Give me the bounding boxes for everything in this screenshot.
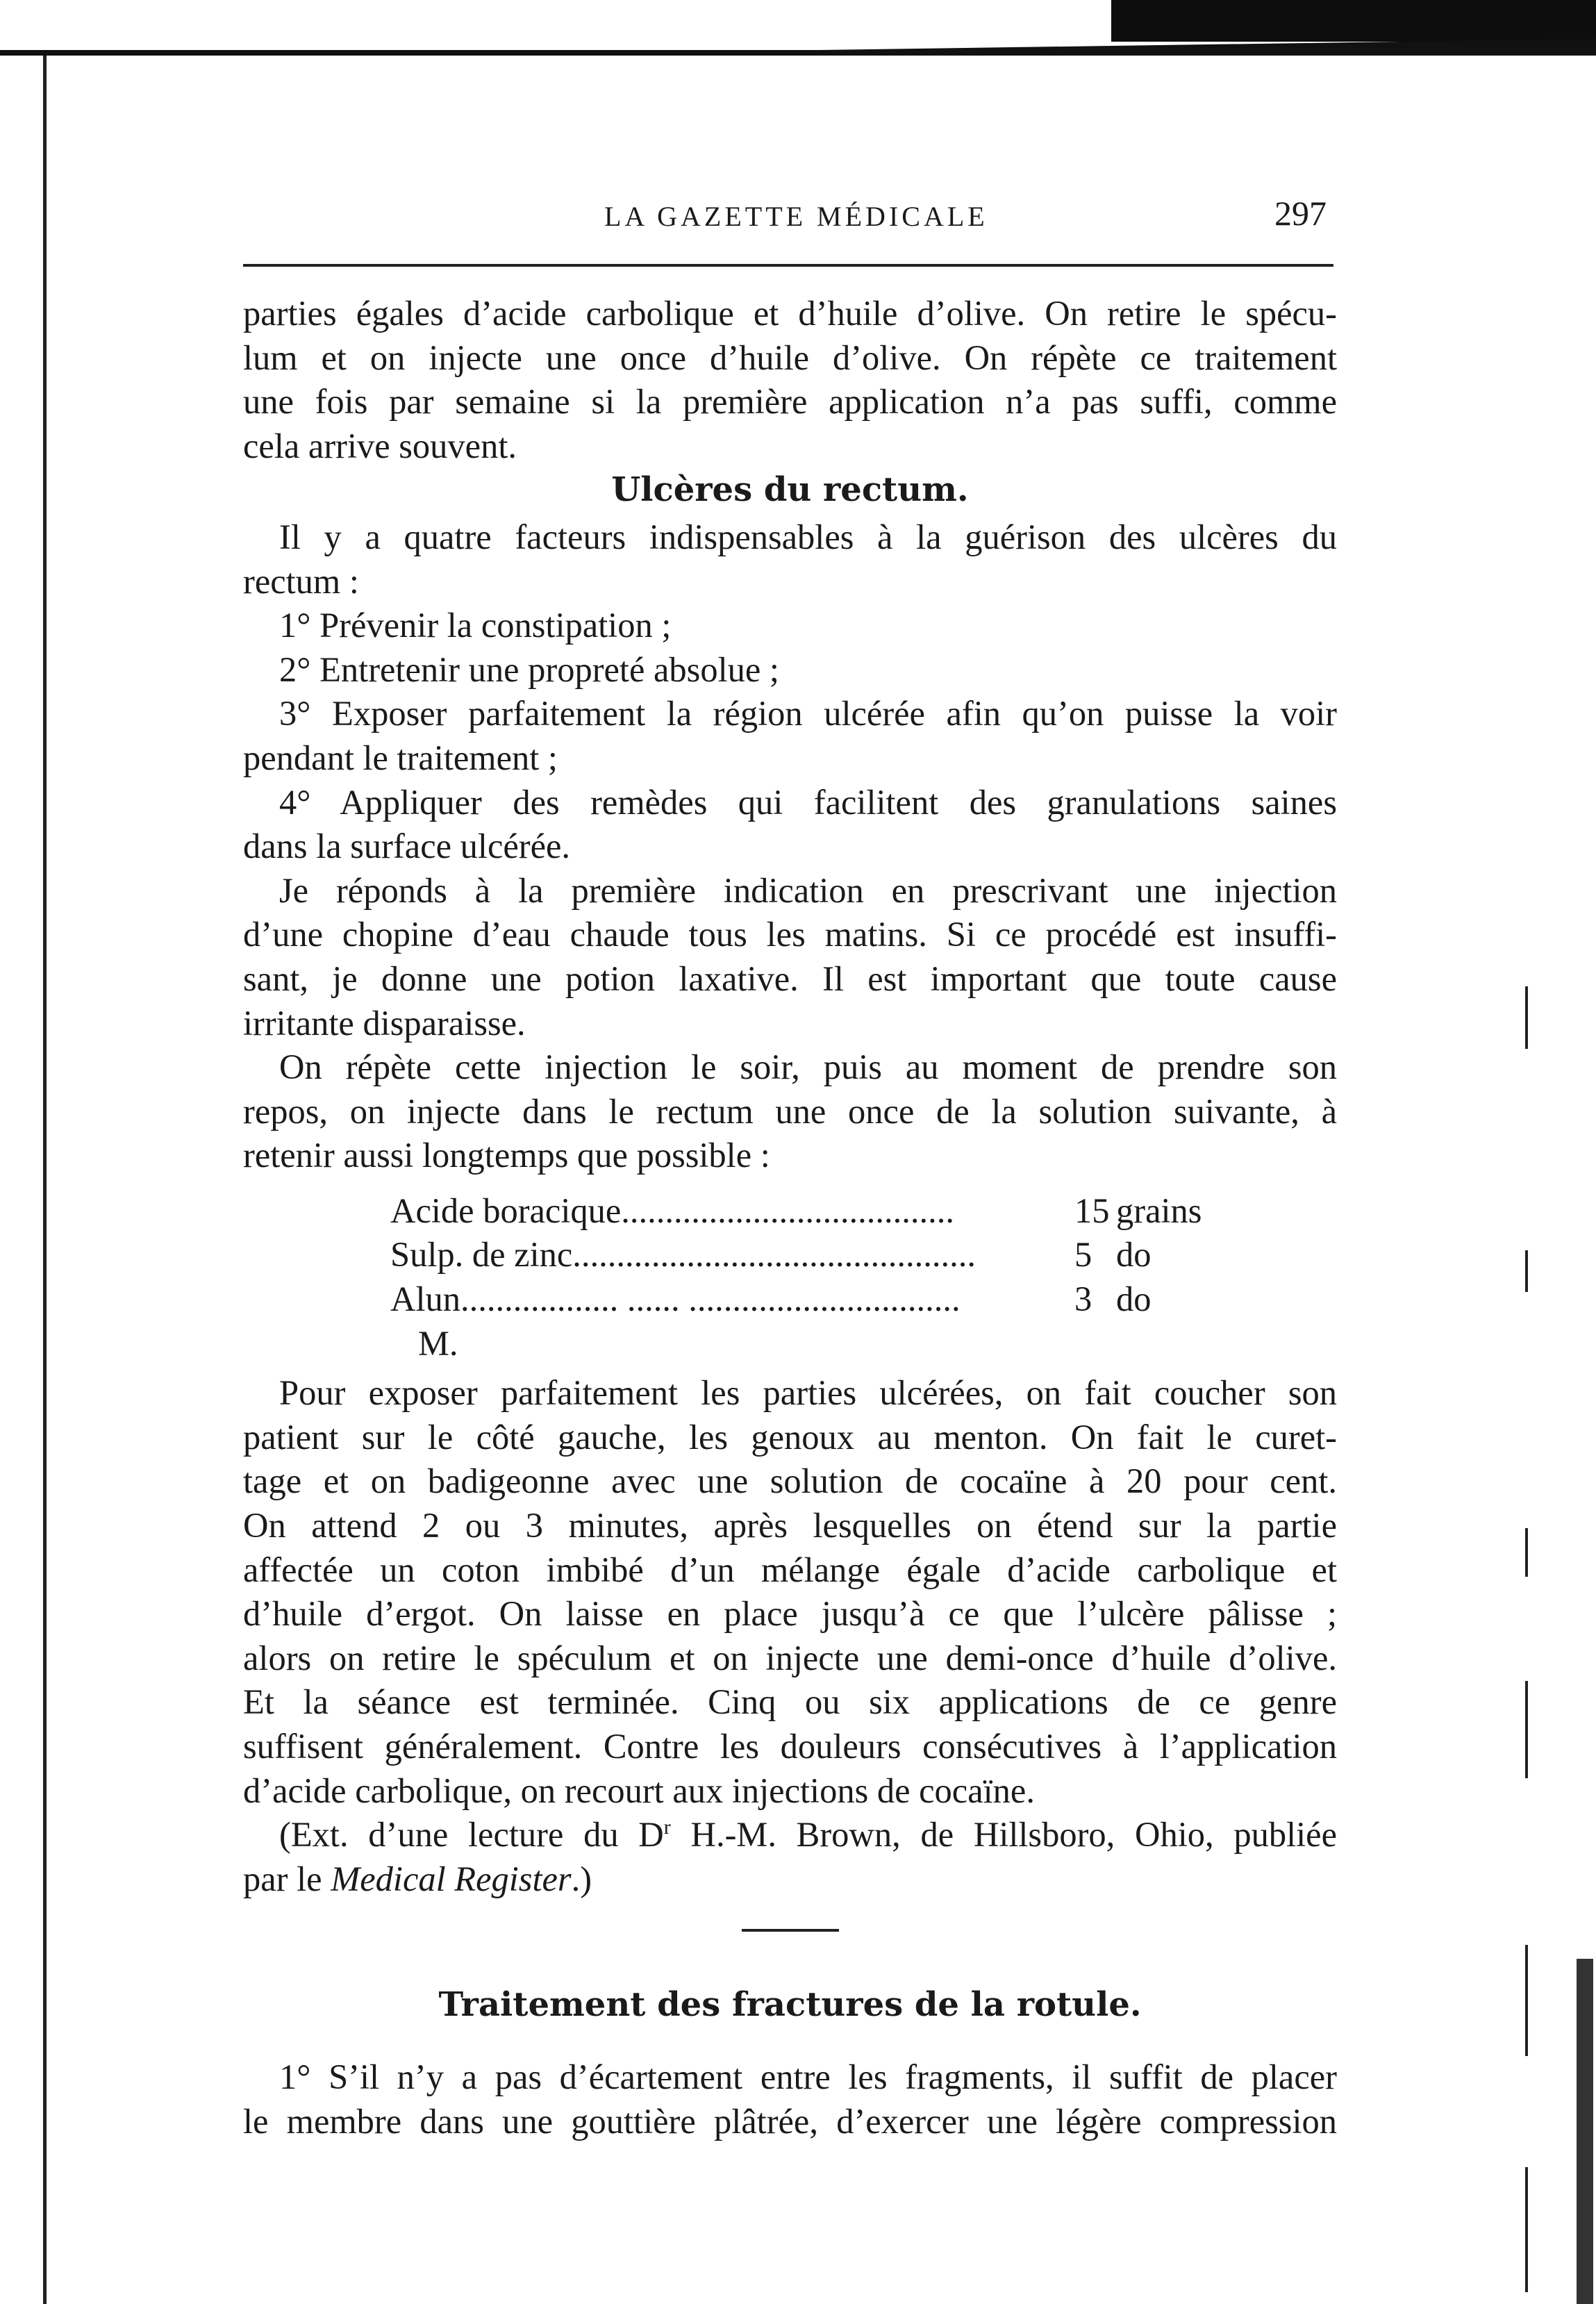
paragraph-injection (243, 1045, 1337, 1178)
text-line: d’acide carbolique, on recourt aux injections de cocaïne. (243, 1771, 1035, 1810)
list-item: 4° Appliquer des remèdes qui facilitent des granulations saines (279, 782, 1337, 822)
text-line: Il y a quatre facteurs indispensables à la guérison des ulcères du (279, 517, 1337, 556)
scan-border-line (0, 50, 1596, 56)
journal-name: Medical Register (331, 1859, 572, 1898)
prescription-mark-row (390, 1322, 1337, 1366)
text-line: affectée un coton imbibé d’un mélange égale d’acide carbolique et (243, 1550, 1337, 1589)
text-line: retenir aussi longtemps que possible : (243, 1136, 770, 1175)
text-line: On attend 2 ou 3 minutes, après lesquelles on étend sur la partie (243, 1506, 1337, 1545)
prescription-row (390, 1189, 1337, 1234)
scan-margin-mark (1525, 2167, 1528, 2292)
scan-margin-mark (1525, 1528, 1528, 1577)
section-divider (742, 1929, 839, 1932)
prescription (390, 1189, 1337, 1366)
source-citation (243, 1813, 1337, 1901)
text-line: On répète cette injection le soir, puis au moment de prendre son (279, 1047, 1337, 1087)
text-line: Je réponds à la première indication en prescrivant une injection (279, 870, 1337, 910)
text-line (243, 1857, 1337, 1902)
text-line: parties égales d’acide carbolique et d’huile d’olive. On retire le spécu- (243, 294, 1337, 333)
text-line: lum et on injecte une once d’huile d’olive. On répète ce traitement (243, 338, 1337, 377)
scan-left-border (43, 56, 47, 2304)
scan-border-dark-band (1111, 0, 1596, 42)
text-line: d’huile d’ergot. On laisse en place jusqu’à ce que l’ulcère pâlisse ; (243, 1594, 1337, 1634)
scan-edge-shadow (1577, 1959, 1593, 2304)
list-item-continuation: dans la surface ulcérée. (243, 827, 571, 866)
text-line: tage et on badigeonne avec une solution de cocaïne à 20 pour cent. (243, 1461, 1337, 1501)
ingredient-name: Sulp. de zinc.............................................. (390, 1235, 976, 1275)
scan-margin-mark (1525, 1250, 1528, 1292)
ingredient-unit: do (1116, 1235, 1152, 1275)
header-rule (243, 264, 1333, 267)
ingredient-qty: 5 (1074, 1235, 1092, 1275)
section-heading: Traitement des fractures de la rotule. (438, 1985, 1142, 2025)
prescription-row (390, 1233, 1337, 1277)
text-line: suffisent généralement. Contre les douleurs consécutives à l’application (243, 1727, 1337, 1766)
text-line: 1° S’il n’y a pas d’écartement entre les fragments, il suffit de placer (279, 2057, 1337, 2096)
ingredient-unit: do (1116, 1279, 1152, 1319)
citation-text: H.-M. Brown, de Hillsboro, Ohio, publiée (670, 1815, 1337, 1855)
text-line: une fois par semaine si la première application n’a pas suffi, comme (243, 382, 1337, 422)
page-number: 297 (1274, 194, 1327, 233)
section-heading: Ulcères du rectum. (611, 470, 969, 510)
text-line (243, 1813, 1337, 1857)
text-line: rectum : (243, 561, 359, 601)
scan-top-border (0, 0, 1596, 56)
text-line: Pour exposer parfaitement les parties ulcérées, on fait coucher son (279, 1373, 1337, 1413)
intro-paragraph (243, 292, 1337, 468)
citation-text: (Ext. d’une lecture du D (279, 1815, 664, 1855)
ingredient-unit: grains (1116, 1191, 1202, 1230)
text-line: cela arrive souvent. (243, 426, 517, 465)
paragraph-fractures (243, 2055, 1337, 2144)
list-item: 2° Entretenir une propreté absolue ; (279, 649, 779, 689)
running-header (243, 188, 1333, 236)
scan-margin-mark (1525, 986, 1528, 1049)
ingredient-qty: 3 (1074, 1279, 1092, 1319)
list-item: 1° Prévenir la constipation ; (279, 606, 672, 645)
prescription-mark: M. (418, 1323, 458, 1363)
text-line: alors on retire le spéculum et on injecte une demi-once d’huile d’olive. (243, 1638, 1337, 1677)
paragraph-indication (243, 869, 1337, 1045)
list-item-continuation: pendant le traitement ; (243, 738, 558, 777)
text-line: d’une chopine d’eau chaude tous les matins. Si ce procédé est insuffi- (243, 915, 1337, 954)
ingredient-name: Alun.................. ...... ............................... (390, 1279, 961, 1319)
text-line: sant, je donne une potion laxative. Il est important que toute cause (243, 959, 1337, 998)
factor-list (243, 604, 1337, 869)
text-line: le membre dans une gouttière plâtrée, d’exercer une légère compression (243, 2101, 1337, 2141)
citation-superscript: r (663, 1816, 671, 1839)
scan-margin-mark (1525, 1681, 1528, 1778)
prescription-row (390, 1277, 1337, 1322)
ingredient-qty: 15 (1074, 1191, 1110, 1230)
citation-text: par le (243, 1859, 331, 1898)
citation-text: .) (571, 1859, 592, 1898)
page-body (243, 292, 1337, 2144)
ingredient-name: Acide boracique...................................... (390, 1191, 955, 1230)
text-line: Et la séance est terminée. Cinq ou six applications de ce genre (243, 1682, 1337, 1722)
journal-title: LA GAZETTE MÉDICALE (604, 201, 988, 232)
paragraph-procedure (243, 1371, 1337, 1813)
paragraph-factors (243, 515, 1337, 604)
scan-margin-mark (1525, 1945, 1528, 2056)
text-line: repos, on injecte dans le rectum une once de la solution suivante, à (243, 1091, 1337, 1131)
text-line: irritante disparaisse. (243, 1003, 526, 1043)
text-line: patient sur le côté gauche, les genoux au menton. On fait le curet- (243, 1417, 1337, 1457)
list-item: 3° Exposer parfaitement la région ulcérée afin qu’on puisse la voir (279, 694, 1337, 734)
